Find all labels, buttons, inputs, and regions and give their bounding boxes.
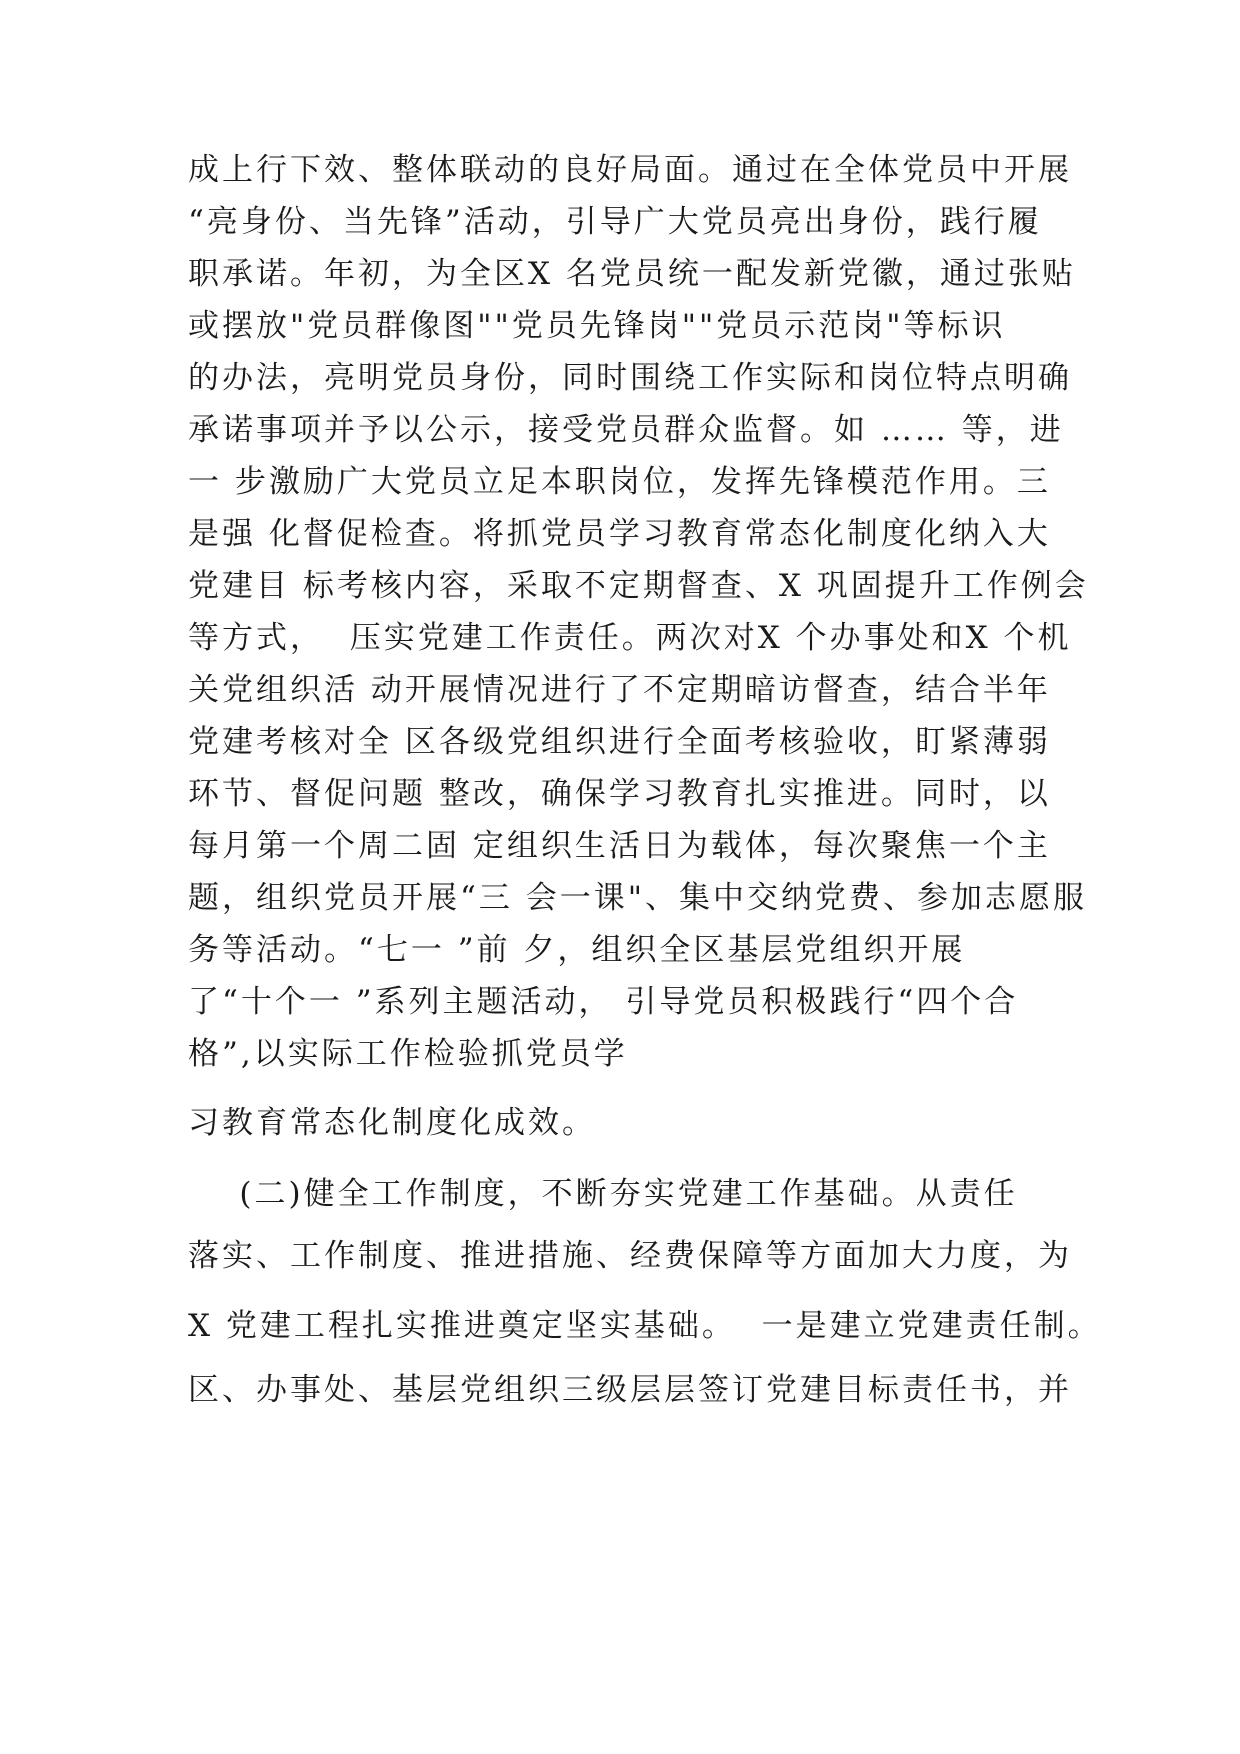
text-line: 成上行下效、整体联动的良好局面。通过在全体党员中开展 [188, 152, 1072, 188]
text-line: 等方式， 压实党建工作责任。两次对X 个办事处和X 个机 [188, 620, 1072, 656]
text-line: 每月第一个周二固 定组织生活日为载体，每次聚焦一个主 [188, 828, 1051, 864]
text-line: 落实、工作制度、推进措施、经费保障等方面加大力度，为 [188, 1238, 1072, 1274]
text-line: 习教育常态化制度化成效。 [188, 1105, 596, 1141]
text-line: 或摆放"党员群像图""党员先锋岗""党员示范岗"等标识 [188, 308, 1006, 344]
text-line: 是强 化督促检查。将抓党员学习教育常态化制度化纳入大 [188, 516, 1051, 552]
text-line: “亮身份、当先锋”活动，引导广大党员亮出身份，践行履 [188, 204, 1042, 240]
text-line: 关党组织活 动开展情况进行了不定期暗访督查，结合半年 [188, 672, 1051, 708]
text-line: 党建目 标考核内容，采取不定期督查、X 巩固提升工作例会 [188, 568, 1089, 604]
text-line: 承诺事项并予以公示，接受党员群众监督。如 …… 等，进 [188, 412, 1064, 448]
text-line: 党建考核对全 区各级党组织进行全面考核验收，盯紧薄弱 [188, 724, 1051, 760]
text-line: 了“十个一 ”系列主题活动， 引导党员积极践行“四个合 [188, 984, 1019, 1020]
text-line: 一 步激励广大党员立足本职岗位，发挥先锋模范作用。三 [188, 464, 1051, 500]
text-line: 务等活动。“七一 ”前 夕，组织全区基层党组织开展 [188, 932, 966, 968]
text-line: 题，组织党员开展“三 会一课"、集中交纳党费、参加志愿服 [188, 880, 1087, 916]
text-line: 职承诺。年初，为全区X 名党员统一配发新党徽，通过张贴 [188, 256, 1076, 292]
text-line: 格”,以实际工作检验抓党员学 [188, 1036, 628, 1072]
text-line: X 党建工程扎实推进奠定坚实基础。 一是建立党建责任制。 [188, 1308, 1102, 1344]
paragraph-heading: (二)健全工作制度，不断夯实党建工作基础。从责任 [188, 1176, 1018, 1212]
text-line: 区、办事处、基层党组织三级层层签订党建目标责任书，并 [188, 1372, 1072, 1408]
text-line: 的办法，亮明党员身份，同时围绕工作实际和岗位特点明确 [188, 360, 1072, 396]
text-line: 环节、督促问题 整改，确保学习教育扎实推进。同时，以 [188, 776, 1051, 812]
